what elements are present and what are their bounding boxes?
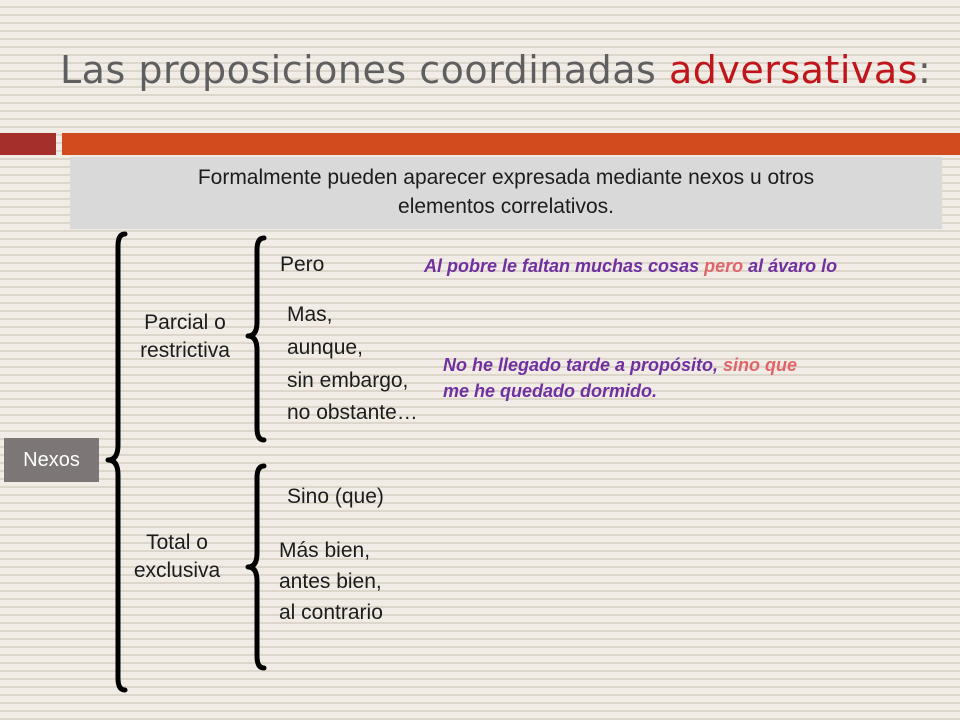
example-pero-after: al ávaro lo [743,256,838,276]
example-sino-que-nexo: sino que [723,355,798,375]
nexo-no-obstante: no obstante… [287,401,418,424]
example-pero-nexo: pero [704,256,744,276]
example-sino-que-line-2: me he quedado dormido. [443,381,658,401]
category-total-line-2: exclusiva [133,559,221,582]
nexo-antes-bien: antes bien, [279,570,382,593]
category-total-line-1: Total o [146,531,208,554]
title-colon: : [917,48,932,92]
example-pero-before: Al pobre le faltan muchas cosas [424,256,705,276]
nexo-sino-que: Sino (que) [287,485,384,508]
nexo-al-contrario: al contrario [279,601,383,624]
intro-line-2: elementos correlativos. [398,195,614,218]
main-brace [108,234,125,690]
example-sino-que [443,352,797,404]
category-total [110,529,244,585]
title-accent: adversativas [668,48,918,92]
example-sino-que-before: No he llegado tarde a propósito, [443,355,724,375]
title-main: Las proposiciones coordinadas [60,48,669,92]
total-brace [248,466,264,668]
category-parcial [118,309,252,365]
example-sino-que-line-1 [443,352,797,378]
intro-line-1: Formalmente pueden aparecer expresada mediante nexos u otros [197,166,815,189]
nexos-label: Nexos [4,438,99,482]
nexo-mas-bien: Más bien, [279,539,371,562]
example-pero [424,253,837,279]
category-parcial-line-1: Parcial o [144,311,226,334]
nexo-aunque: aunque, [287,336,363,359]
nexo-sin-embargo: sin embargo, [287,369,409,392]
nexo-mas: Mas, [287,303,333,326]
nexo-pero: Pero [280,253,325,276]
category-parcial-line-2: restrictiva [140,339,230,362]
